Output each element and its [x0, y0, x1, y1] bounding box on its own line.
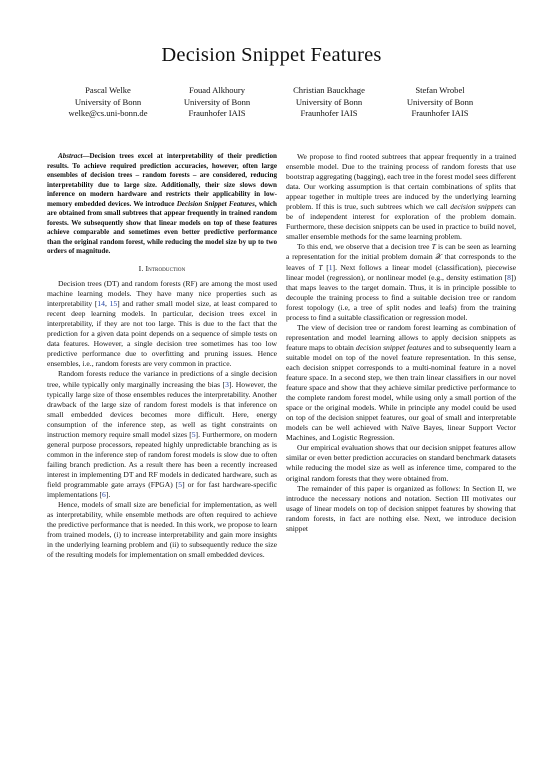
paragraph-text: To this end, we observe that a decision tree — [297, 242, 432, 252]
paragraph-text: and to subsequently learn a suitable model on top of the novel feature representation. In this sense, each decision snippet corresponds to a multi-nominal feature in a novel feature space. In a second step, we then train linear classifiers in our novel feature space and show that they achieve similar predictive performance to the complete random forest model, while using only a small portion of the space or the original models. While in principle any model could be used on top of the decision snippet features, our goal of small and interpretable models can be well achieved with Naïve Bayes, linear Support Vector Machines, and Logistic Regression. — [286, 342, 516, 443]
author-name: Pascal Welke — [85, 85, 131, 95]
paragraph: Hence, models of small size are beneficial for implementation, as well as interpretability, while ensemble methods are often required to achieve the predictive performance that is needed. In this work, we propose to learn from trained models, (i) to increase interpretability and gain more insights in the underlying learning problem and (ii) to subsequently reduce the size of the resulting models for implementation on small embedded devices. — [47, 500, 277, 560]
author-affiliation: University of Bonn — [183, 96, 251, 107]
paragraph-text: The view of decision tree or random forest learning as combination of representation and model learning allows to apply decision snippets as feature maps to obtain — [286, 322, 516, 352]
emphasis: decision snippet features — [355, 342, 432, 352]
section-title: Introduction — [145, 264, 186, 274]
abstract — [47, 152, 277, 257]
citation-link[interactable]: 6 — [102, 490, 106, 500]
left-column — [47, 152, 277, 560]
author-3 — [269, 85, 389, 120]
author-1 — [48, 85, 168, 120]
author-block — [48, 85, 495, 125]
citation-link[interactable]: 14 — [97, 299, 105, 309]
paragraph-text: ]. — [105, 490, 111, 500]
emphasis: decision snippets — [450, 202, 503, 212]
author-4 — [380, 85, 500, 120]
paragraph-text: Decision trees (DT) and random forests (RF) are among the most used machine learning models. They have many nice properties such as interpretability [ — [47, 279, 277, 309]
paper-title: Decision Snippet Features — [161, 44, 382, 66]
abstract-text: Decision trees excel at interpretability of their prediction results. To achieve required prediction accuracies, however, often large ensembles of decision trees – random forests – are considered, reducing interpretability due to large size. Additionally, their size slows down inference on modern hardware and restricts their applicability in low-memory embedded devices. We introduce — [47, 152, 277, 208]
citation-link[interactable]: 1 — [328, 262, 333, 272]
author-2 — [157, 85, 277, 120]
paragraph — [286, 152, 516, 242]
section-heading — [47, 264, 277, 274]
paragraph-text: is can be seen as learning a representation for the initial problem domain — [286, 242, 516, 262]
author-affiliation: University of Bonn — [295, 96, 363, 107]
citation-link[interactable]: 5 — [191, 429, 196, 439]
author-name: Fouad Alkhoury — [188, 85, 246, 95]
author-affiliation: University of Bonn — [74, 96, 142, 107]
paragraph-text: that corresponds to the leaves of — [286, 252, 517, 272]
paragraph — [47, 369, 277, 500]
author-affiliation: University of Bonn — [406, 96, 474, 107]
paragraph-text: ]. Next follows a linear model (classification), piecewise linear model (regression), or nonlinear model (e.g., density estimation [ — [286, 262, 516, 282]
paragraph: Our empirical evaluation shows that our decision snippet features allow similar or even better prediction accuracies on standard benchmark datasets while reducing the model size as well as inference time, compared to the original random forests that they were obtained from. — [286, 443, 516, 483]
author-affiliation-secondary: Fraunhofer IAIS — [300, 108, 358, 119]
paragraph-text: ] and rather small model size, at least compared to recent deep learning models. In particular, decision trees excel in interpretability, if they are not too large. This is due to the fact that the prediction for a given data point depends on a sequence of simple tests on data features. However, a single decision tree sometimes has too low predictive performance due to overfitting and pruning issues. Hence ensembles, i.e., random forests are very common in practice. — [47, 299, 278, 369]
citation-link[interactable]: 5 — [178, 480, 183, 489]
citation-link[interactable]: 3 — [225, 379, 229, 389]
paragraph-text: ]. However, the typically large size of those ensembles reduces the interpretability. Another drawback of the large size of random forest models is that inference on small embedded devices becomes more difficult. Here, energy consumption of the inference step, as well as tight constraints on instruction memory require small model sizes [ — [47, 379, 277, 439]
paragraph-text: ]. Furthermore, on modern general purpose processors, repeated highly unpredictable branching as is common in the inference step of random forest models is slow due to often failing branch prediction. As a result there has been a recently increased interest in implementing DT and RF models in dedicated hardware, such as field programmable gate arrays (FPGA) [ — [47, 429, 277, 489]
abstract-text: , which are obtained from small subtrees that appear frequently in trained random forests. We subsequently show that linear models on top of these features achieve comparable and sometimes even better predictive performance than the original random forest, while reducing the model size by up to two orders of magnitude. — [47, 199, 277, 256]
paragraph-text: ] or for fast hardware-specific implementations [ — [47, 480, 278, 500]
paragraph — [47, 279, 277, 369]
author-email: welke@cs.uni-bonn.de — [68, 108, 148, 119]
math-symbol: T — [318, 262, 323, 272]
section-numeral: I. — [138, 264, 144, 274]
paragraph-text: [ — [322, 262, 329, 272]
author-name: Stefan Wrobel — [415, 85, 465, 95]
abstract-emphasis: Decision Snippet Features — [176, 199, 255, 208]
paragraph-text: We propose to find rooted subtrees that appear frequently in a trained ensemble model. Due to the training process of random forests that use bootstrap aggregating (bagging), each tree in the forest model sees different data. Our working assumption is that certain combinations of splits that appear together in multiple trees are induced by the underlying learning problem. If this is true, such subtrees which we call — [286, 152, 516, 212]
citation-link[interactable]: 15 — [109, 299, 118, 309]
paragraph: The remainder of this paper is organized as follows: In Section II, we introduce the necessary notions and notation. Section III motivates our usage of linear models on top of decision snippet features by showing that random forests, in fact are nothing else. Next, we introduce decision snippet — [286, 483, 516, 533]
paragraph — [286, 242, 516, 322]
abstract-label: Abstract — [58, 152, 83, 160]
abstract-dash: — — [82, 152, 90, 160]
paragraph-text: Random forests reduce the variance in predictions of a single decision tree, while typically only marginally increasing the bias [ — [47, 369, 277, 389]
math-symbol: T — [431, 242, 436, 252]
paragraph-text: , — [104, 299, 110, 309]
paragraph — [286, 323, 516, 444]
author-affiliation-secondary: Fraunhofer IAIS — [188, 108, 246, 119]
right-column — [286, 152, 516, 534]
paragraph-text: ]) that maps leaves to the target domain. Thus, it is in principle possible to decouple the training process to find a suitable decision tree or random forest topology (i.e, a tree of split nodes and leafs) from the training process to find a suitable classification or regression model. — [286, 272, 516, 322]
paragraph-text: can be of independent interest for exploration of the problem domain. Furthermore, these decision snippets can be used in practice to build novel, smaller ensemble methods for the same learning problem. — [286, 202, 516, 242]
author-affiliation-secondary: Fraunhofer IAIS — [411, 108, 469, 119]
math-symbol: 𝒳 — [435, 252, 442, 262]
author-name: Christian Bauckhage — [293, 85, 365, 95]
citation-link[interactable]: 8 — [507, 272, 511, 282]
